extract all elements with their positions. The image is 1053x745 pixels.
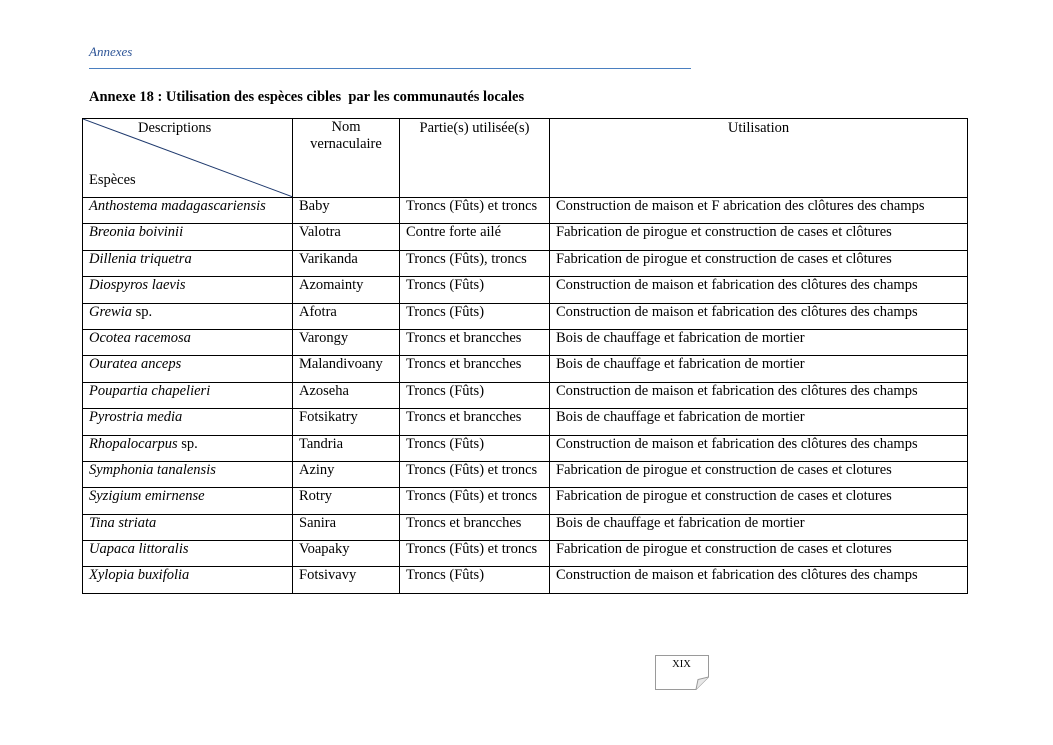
parts-used-cell: Troncs et brancches xyxy=(400,356,550,382)
parts-used-cell: Troncs et brancches xyxy=(400,329,550,355)
table-row xyxy=(83,382,968,408)
table-row xyxy=(83,488,968,514)
species-cell xyxy=(83,541,293,567)
vernacular-name-cell: Azomainty xyxy=(293,277,400,303)
vernacular-name-cell: Malandivoany xyxy=(293,356,400,382)
parts-used-cell: Troncs (Fûts) xyxy=(400,382,550,408)
parts-used-cell: Troncs (Fûts) et troncs xyxy=(400,461,550,487)
usage-cell: Fabrication de pirogue et construction de cases et clôtures xyxy=(550,224,968,250)
vernacular-name-cell: Varongy xyxy=(293,329,400,355)
species-name: Pyrostria media xyxy=(89,409,183,426)
species-name: Anthostema madagascariensis xyxy=(89,198,266,214)
table-row xyxy=(83,224,968,250)
usage-cell: Construction de maison et fabrication des clôtures des champs xyxy=(550,277,968,303)
running-header: Annexes xyxy=(89,44,133,59)
species-cell xyxy=(83,277,293,303)
species-name: Grewia xyxy=(89,303,132,320)
species-cell xyxy=(83,488,293,514)
species-cell xyxy=(83,514,293,540)
species-suffix: sp. xyxy=(177,435,198,452)
species-name: Dillenia triquetra xyxy=(89,250,192,267)
species-cell xyxy=(83,461,293,487)
vernacular-name-cell: Azoseha xyxy=(293,382,400,408)
parts-used-cell: Troncs (Fûts) et troncs xyxy=(400,488,550,514)
header-nom-line2: vernaculaire xyxy=(310,136,382,152)
usage-cell: Bois de chauffage et fabrication de mortier xyxy=(550,409,968,435)
species-cell xyxy=(83,409,293,435)
parts-used-cell: Contre forte ailé xyxy=(400,224,550,250)
parts-used-cell: Troncs (Fûts) et troncs xyxy=(400,541,550,567)
usage-cell: Construction de maison et fabrication des clôtures des champs xyxy=(550,303,968,329)
species-cell xyxy=(83,224,293,250)
table-row xyxy=(83,409,968,435)
table-row xyxy=(83,250,968,276)
parts-used-cell: Troncs (Fûts) xyxy=(400,303,550,329)
header-nom-line1: Nom xyxy=(331,119,361,135)
parts-used-cell: Troncs et brancches xyxy=(400,409,550,435)
species-name: Tina striata xyxy=(89,514,157,531)
table-header-row xyxy=(83,119,968,198)
diagonal-header-cell xyxy=(83,119,293,198)
species-suffix: sp. xyxy=(131,303,153,320)
table-row xyxy=(83,198,968,224)
species-name: Symphonia tanalensis xyxy=(89,461,216,478)
parts-used-cell: Troncs (Fûts) et troncs xyxy=(400,198,550,224)
table-row xyxy=(83,461,968,487)
species-cell xyxy=(83,198,293,224)
usage-cell: Construction de maison et F abrication des clôtures des champs xyxy=(550,198,968,224)
table-row xyxy=(83,329,968,355)
usage-cell: Fabrication de pirogue et construction de cases et clotures xyxy=(550,461,968,487)
header-nom-vernaculaire xyxy=(293,119,400,198)
vernacular-name-cell: Tandria xyxy=(293,435,400,461)
header-utilisation: Utilisation xyxy=(550,119,968,198)
species-name: Poupartia chapelieri xyxy=(89,382,211,399)
vernacular-name-cell: Aziny xyxy=(293,461,400,487)
header-rule xyxy=(89,68,691,69)
species-cell xyxy=(83,435,293,461)
vernacular-name-cell: Varikanda xyxy=(293,250,400,276)
vernacular-name-cell: Afotra xyxy=(293,303,400,329)
vernacular-name-cell: Baby xyxy=(293,198,400,224)
header-parties: Partie(s) utilisée(s) xyxy=(400,119,550,198)
species-name: Xylopia buxifolia xyxy=(89,567,190,584)
species-name: Ocotea racemosa xyxy=(89,329,191,346)
vernacular-name-cell: Fotsivavy xyxy=(293,567,400,593)
vernacular-name-cell: Rotry xyxy=(293,488,400,514)
usage-cell: Bois de chauffage et fabrication de mortier xyxy=(550,329,968,355)
header-descriptions: Descriptions xyxy=(138,120,212,136)
page-number: XIX xyxy=(672,659,691,670)
species-cell xyxy=(83,356,293,382)
usage-cell: Bois de chauffage et fabrication de mortier xyxy=(550,356,968,382)
parts-used-cell: Troncs et brancches xyxy=(400,514,550,540)
parts-used-cell: Troncs (Fûts) xyxy=(400,277,550,303)
table-row xyxy=(83,277,968,303)
table-row xyxy=(83,567,968,593)
usage-cell: Fabrication de pirogue et construction de cases et clôtures xyxy=(550,250,968,276)
usage-cell: Construction de maison et fabrication des clôtures des champs xyxy=(550,567,968,593)
vernacular-name-cell: Valotra xyxy=(293,224,400,250)
usage-cell: Bois de chauffage et fabrication de mortier xyxy=(550,514,968,540)
annex-title: Annexe 18 : Utilisation des espèces cibles par les communautés locales xyxy=(89,89,525,105)
usage-cell: Fabrication de pirogue et construction de cases et clotures xyxy=(550,488,968,514)
species-usage-table xyxy=(82,118,968,594)
species-cell xyxy=(83,382,293,408)
parts-used-cell: Troncs (Fûts) xyxy=(400,435,550,461)
vernacular-name-cell: Fotsikatry xyxy=(293,409,400,435)
table-row xyxy=(83,435,968,461)
species-cell xyxy=(83,250,293,276)
usage-cell: Construction de maison et fabrication des clôtures des champs xyxy=(550,435,968,461)
species-name: Uapaca littoralis xyxy=(89,541,189,558)
species-name: Ouratea anceps xyxy=(89,356,182,373)
species-name: Breonia boivinii xyxy=(89,224,184,241)
species-cell xyxy=(83,567,293,593)
vernacular-name-cell: Voapaky xyxy=(293,541,400,567)
species-name: Rhopalocarpus xyxy=(89,435,178,452)
parts-used-cell: Troncs (Fûts), troncs xyxy=(400,250,550,276)
species-name: Syzigium emirnense xyxy=(89,488,205,505)
vernacular-name-cell: Sanira xyxy=(293,514,400,540)
table-row xyxy=(83,356,968,382)
usage-cell: Fabrication de pirogue et construction de cases et clotures xyxy=(550,541,968,567)
table-row xyxy=(83,514,968,540)
table-row xyxy=(83,541,968,567)
header-especes: Espèces xyxy=(89,172,136,188)
species-name: Diospyros laevis xyxy=(89,277,186,294)
page-number-tab xyxy=(655,655,708,689)
table-row xyxy=(83,303,968,329)
parts-used-cell: Troncs (Fûts) xyxy=(400,567,550,593)
species-cell xyxy=(83,303,293,329)
usage-cell: Construction de maison et fabrication des clôtures des champs xyxy=(550,382,968,408)
species-cell xyxy=(83,329,293,355)
